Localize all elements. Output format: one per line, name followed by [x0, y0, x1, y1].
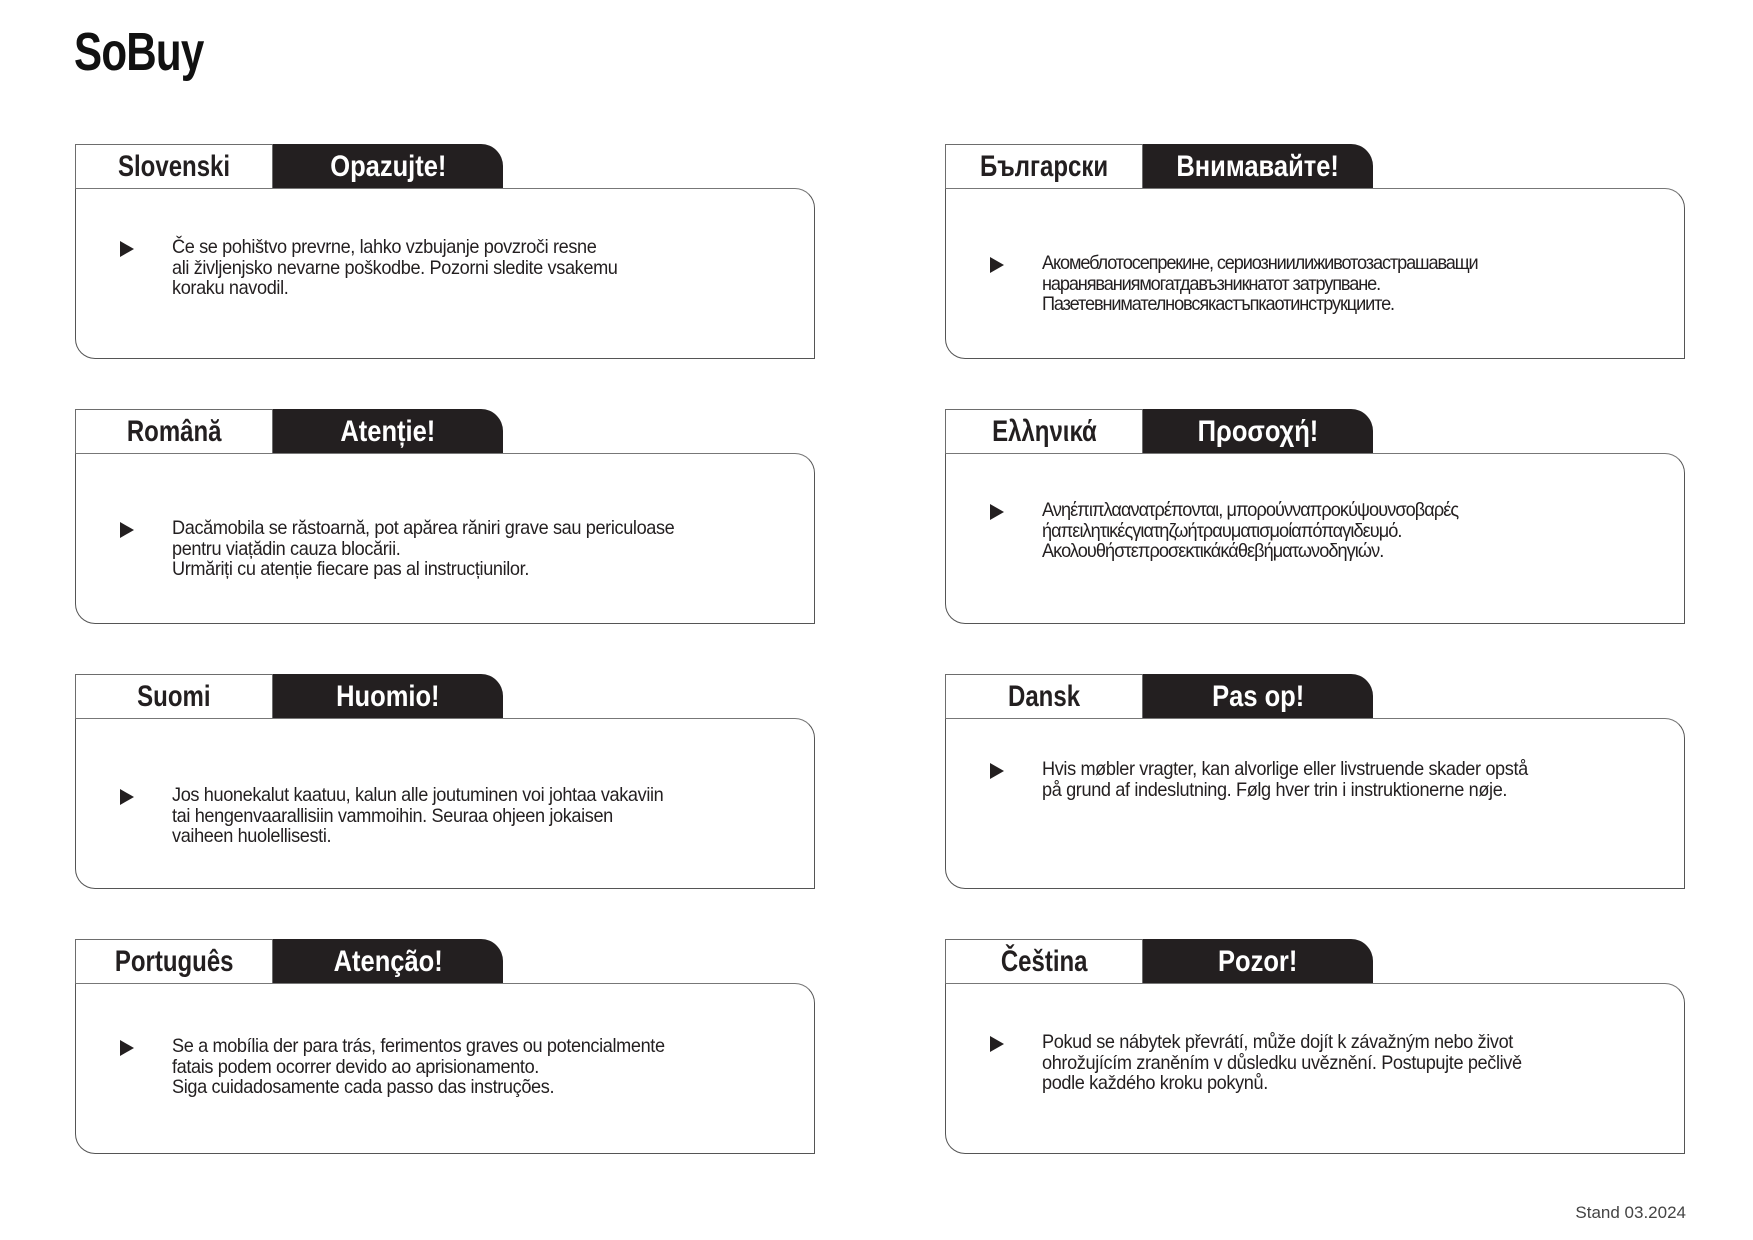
- sobuy-logo: SoBuy: [74, 22, 204, 82]
- text-line: Ακολουθήστεπροσεκτικάκάθεβήματωνοδηγιών.: [1042, 540, 1384, 562]
- warning-label: Atenção!: [333, 944, 443, 978]
- language-label: Slovenski: [117, 149, 231, 183]
- text-line: Ανηέπιπλαανατρέπονται, μπορούνναπροκύψουνσοβαρές: [1042, 499, 1459, 521]
- warning-label: Pozor!: [1218, 944, 1298, 978]
- language-label: Suomi: [137, 679, 211, 713]
- warning-label: Huomio!: [336, 679, 440, 713]
- language-label: Dansk: [1007, 679, 1081, 713]
- text-line: Пазетевнимателновсякастъпкаотинструкциите.: [1042, 293, 1394, 315]
- warning-panel-dansk: [945, 674, 1685, 890]
- text-line: Urmăriți cu atenție fiecare pas al instrucțiunilor.: [172, 558, 529, 580]
- warning-body: [75, 718, 815, 889]
- text-line: ήαπειλητικέςγιατηζωήτραυματισμοίαπόπαγιδευμό.: [1042, 519, 1402, 542]
- warning-text: [1042, 1032, 1662, 1094]
- triangle-right-icon: [120, 1040, 134, 1056]
- text-line: Pokud se nábytek převrátí, může dojít k závažným nebo život: [1042, 1031, 1513, 1053]
- text-line: нараняваниямогатдавъзникнатот затрупване.: [1042, 272, 1380, 295]
- warning-text: [172, 1036, 792, 1098]
- text-line: koraku navodil.: [172, 277, 289, 299]
- language-label: Română: [126, 414, 222, 448]
- text-line: Dacămobila se răstoarnă, pot apărea răniri grave sau periculoase: [172, 517, 675, 539]
- warning-tab: [273, 409, 503, 454]
- warning-panel-greek: [945, 409, 1685, 625]
- warning-tab: [1143, 409, 1373, 454]
- language-label: Ελληνικά: [991, 414, 1097, 448]
- warning-text: [172, 785, 792, 847]
- warning-label: Opazujte!: [329, 149, 447, 183]
- warning-panel-slovenski: [75, 144, 815, 360]
- text-line: fatais podem ocorrer devido ao aprisionamento.: [172, 1055, 539, 1078]
- warning-label: Atenție!: [340, 414, 436, 448]
- language-tab: [75, 409, 273, 453]
- language-tab: [75, 674, 273, 718]
- language-tab: [75, 939, 273, 983]
- warning-tab: [273, 674, 503, 719]
- warning-label: Προσοχή!: [1197, 414, 1319, 448]
- warning-body: [945, 718, 1685, 889]
- warning-text: [172, 518, 792, 580]
- warning-body: [75, 983, 815, 1154]
- language-tab: [945, 144, 1143, 188]
- warning-body: [75, 453, 815, 624]
- warning-panel-suomi: [75, 674, 815, 890]
- warning-text: [1042, 253, 1662, 315]
- warning-tab: [273, 939, 503, 984]
- warning-body: [945, 453, 1685, 624]
- warning-label: Внимавайте!: [1176, 149, 1340, 183]
- text-line: tai hengenvaarallisiin vammoihin. Seuraa ohjeen jokaisen: [172, 804, 613, 827]
- warning-panel-romana: [75, 409, 815, 625]
- triangle-right-icon: [120, 241, 134, 257]
- warning-tab: [1143, 674, 1373, 719]
- warning-body: [945, 983, 1685, 1154]
- triangle-right-icon: [990, 257, 1004, 273]
- text-line: podle každého kroku pokynů.: [1042, 1072, 1268, 1094]
- text-line: Jos huonekalut kaatuu, kalun alle joutuminen voi johtaa vakaviin: [172, 784, 664, 806]
- warning-tab: [1143, 939, 1373, 984]
- warning-tab: [1143, 144, 1373, 189]
- language-tab: [945, 674, 1143, 718]
- language-tab: [945, 409, 1143, 453]
- triangle-right-icon: [990, 504, 1004, 520]
- text-line: på grund af indeslutning. Følg hver trin i instruktionerne nøje.: [1042, 778, 1508, 801]
- text-line: ohrožujícím zraněním v důsledku uvěznění. Postupujte pečlivě: [1042, 1051, 1522, 1074]
- warning-panel-portugues: [75, 939, 815, 1155]
- text-line: vaiheen huolellisesti.: [172, 825, 332, 847]
- warning-body: [75, 188, 815, 359]
- warning-label: Pas op!: [1211, 679, 1305, 713]
- language-tab: [945, 939, 1143, 983]
- language-label: Čeština: [1000, 944, 1088, 978]
- warning-text: [1042, 500, 1662, 562]
- text-line: Hvis møbler vragter, kan alvorlige eller livstruende skader opstå: [1042, 758, 1528, 780]
- warning-panel-cestina: [945, 939, 1685, 1155]
- text-line: Siga cuidadosamente cada passo das instruções.: [172, 1076, 555, 1098]
- language-label: Português: [114, 944, 234, 978]
- warning-text: [172, 237, 792, 299]
- text-line: Se a mobília der para trás, ferimentos graves ou potencialmente: [172, 1035, 665, 1057]
- warning-panel-bulgarian: [945, 144, 1685, 360]
- triangle-right-icon: [120, 789, 134, 805]
- version-stamp: Stand 03.2024: [1575, 1203, 1686, 1222]
- triangle-right-icon: [990, 763, 1004, 779]
- warning-tab: [273, 144, 503, 189]
- warning-text: [1042, 759, 1662, 800]
- text-line: ali življenjsko nevarne poškodbe. Pozorni sledite vsakemu: [172, 256, 618, 279]
- warning-body: [945, 188, 1685, 359]
- triangle-right-icon: [120, 522, 134, 538]
- text-line: pentru viațădin cauza blocării.: [172, 537, 401, 560]
- text-line: Акомеблотосепрекине, сериозниилиживотозастрашаващи: [1042, 252, 1478, 274]
- triangle-right-icon: [990, 1036, 1004, 1052]
- language-tab: [75, 144, 273, 188]
- text-line: Če se pohištvo prevrne, lahko vzbujanje povzroči resne: [172, 236, 597, 258]
- language-label: Български: [979, 149, 1109, 183]
